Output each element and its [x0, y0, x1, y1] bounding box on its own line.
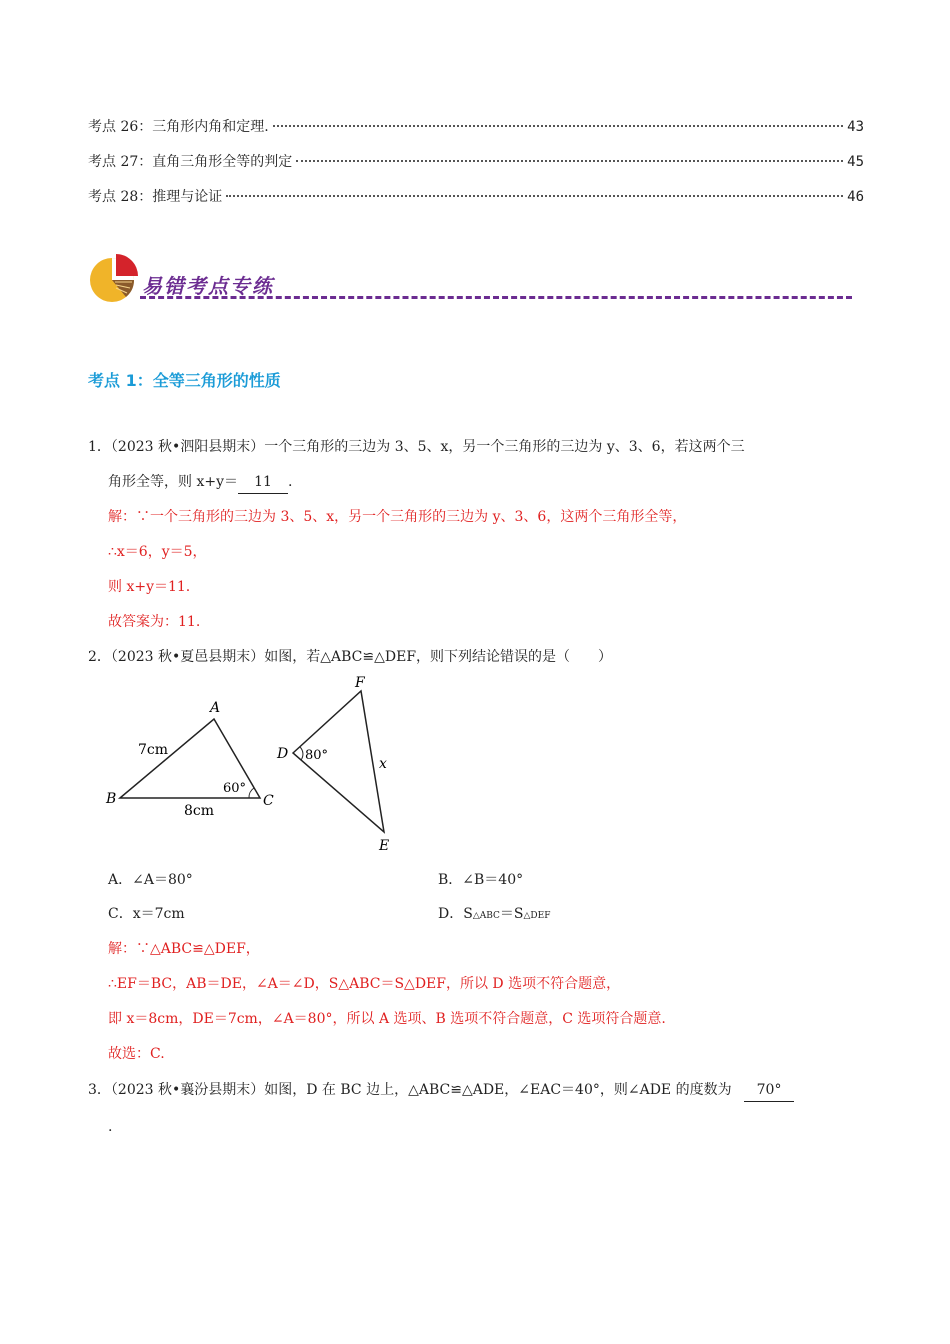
toc-label: 考点 27：直角三角形全等的判定 [88, 154, 293, 170]
banner-title: 易错考点专练 [142, 274, 274, 298]
toc-row-26[interactable] [88, 116, 864, 138]
toc-label: 考点 26：三角形内角和定理. [88, 119, 269, 135]
option-d-sub: △ABC [472, 911, 500, 921]
side-ef-label: x [379, 756, 387, 772]
q2-option-d[interactable] [438, 903, 550, 927]
vertex-c-label: C [263, 793, 274, 809]
q1-stem-line2 [108, 471, 292, 494]
angle-c-label: 60° [223, 781, 247, 796]
section-title: 考点 1：全等三角形的性质 [88, 371, 281, 390]
vertex-e-label: E [379, 838, 390, 854]
q1-solution-line: 则 x+y＝11. [108, 579, 191, 595]
q3-stem-line [88, 1079, 794, 1102]
angle-d-arc [300, 747, 303, 760]
q2-solution-line: ∴EF＝BC，AB＝DE，∠A＝∠D，S△ABC＝S△DEF，所以 D 选项不符合题意， [108, 976, 621, 992]
option-d-sub: △DEF [523, 911, 551, 921]
toc-leader [226, 195, 843, 197]
q2-stem: 2．（2023 秋•夏邑县期末）如图，若△ABC≌△DEF，则下列结论错误的是（ ） [88, 649, 613, 665]
toc-page: 45 [847, 154, 864, 170]
toc-page: 43 [847, 119, 864, 135]
q1-stem-line1: 1．（2023 秋•泗阳县期末）一个三角形的三边为 3、5、x，另一个三角形的三边为 y、3、6，若这两个三 [88, 439, 745, 455]
side-ab-label: 7cm [138, 742, 169, 758]
toc-row-28[interactable] [88, 186, 864, 208]
q1-stem-end: . [288, 474, 293, 490]
angle-c-arc [249, 788, 254, 798]
toc-label: 考点 28：推理与论证 [88, 189, 223, 205]
q2-solution-line: 解：∵△ABC≌△DEF， [108, 941, 260, 957]
q3-stem: 3．（2023 秋•襄汾县期末）如图，D 在 BC 边上，△ABC≌△ADE，∠EAC＝40°，则∠ADE 的度数为 [88, 1082, 732, 1098]
q1-answer-blank: 11 [238, 471, 288, 494]
q2-solution-line: 故选：C. [108, 1046, 165, 1062]
q3-answer-blank: 70° [744, 1079, 794, 1102]
q2-solution-line: 即 x＝8cm，DE＝7cm，∠A＝80°，所以 A 选项、B 选项不符合题意，C 选项符合题意. [108, 1011, 666, 1027]
banner-divider [140, 296, 852, 299]
q2-option-a[interactable]: A．∠A＝80° [108, 872, 193, 888]
pie-logo-icon [88, 252, 140, 304]
toc-leader [296, 160, 843, 162]
q1-solution-line: 故答案为：11. [108, 614, 201, 630]
angle-d-label: 80° [305, 748, 329, 763]
option-d-text: D．S [438, 906, 473, 922]
vertex-d-label: D [277, 746, 289, 762]
triangle-figure [100, 674, 410, 854]
q1-solution-line: ∴x＝6，y＝5， [108, 544, 207, 560]
q2-option-b[interactable]: B．∠B＝40° [438, 872, 524, 888]
toc-leader [273, 125, 843, 127]
q1-stem-text: 角形全等，则 x+y＝ [108, 474, 238, 490]
q1-solution-line: 解：∵一个三角形的三边为 3、5、x，另一个三角形的三边为 y、3、6，这两个三角形全等， [108, 509, 687, 525]
side-bc-label: 8cm [184, 803, 215, 819]
option-d-text: ＝S [499, 906, 524, 922]
vertex-b-label: B [106, 791, 117, 807]
q3-end: . [108, 1119, 113, 1135]
vertex-f-label: F [355, 675, 365, 691]
toc-row-27[interactable] [88, 151, 864, 173]
toc-page: 46 [847, 189, 864, 205]
vertex-a-label: A [210, 700, 221, 716]
q2-option-c[interactable]: C．x＝7cm [108, 906, 185, 922]
